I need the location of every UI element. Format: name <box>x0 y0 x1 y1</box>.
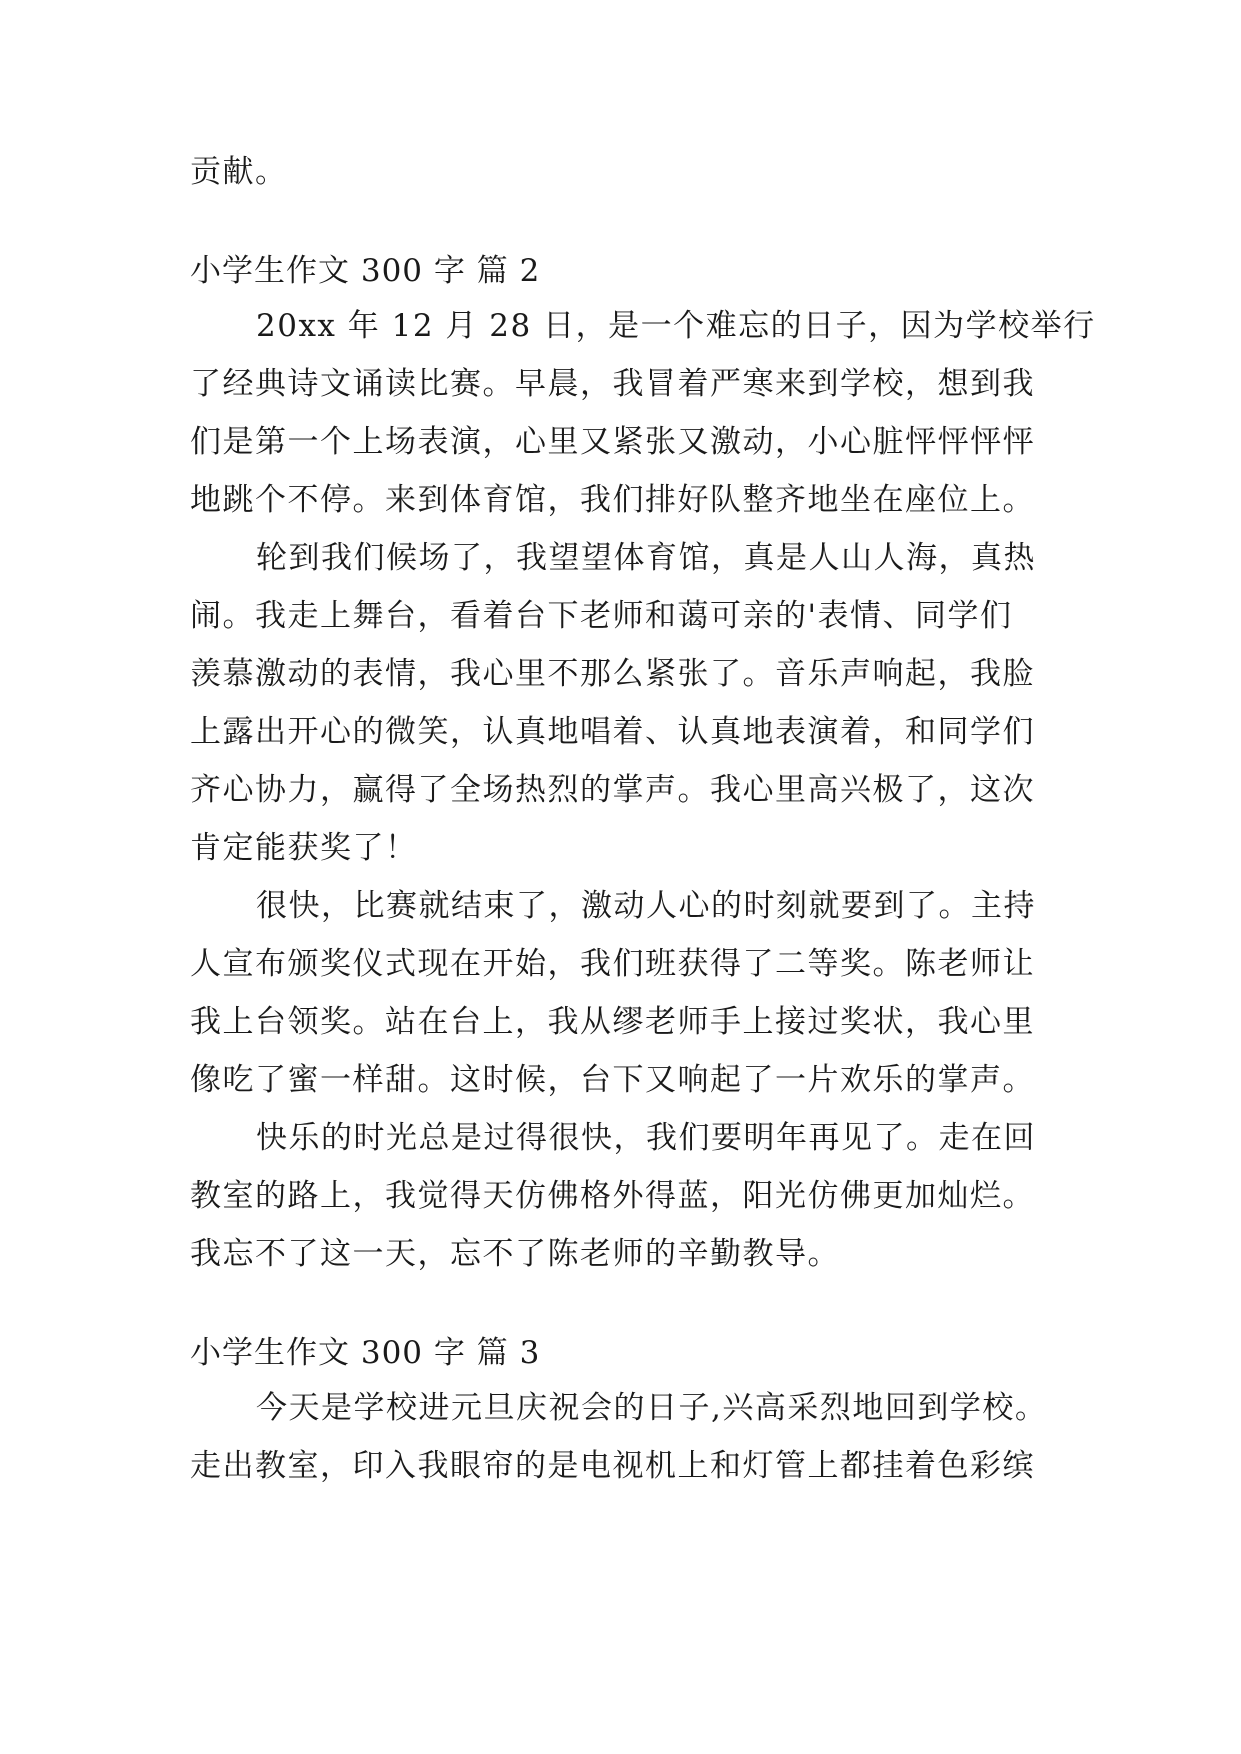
paragraph-line: 快乐的时光总是过得很快，我们要明年再见了。走在回 <box>256 1120 1036 1156</box>
paragraph-line: 人宣布颁奖仪式现在开始，我们班获得了二等奖。陈老师让 <box>190 946 1035 982</box>
paragraph-line: 上露出开心的微笑，认真地唱着、认真地表演着，和同学们 <box>190 714 1035 750</box>
section-heading: 小学生作文 300 字 篇 2 <box>190 253 541 289</box>
paragraph-line: 教室的路上，我觉得天仿佛格外得蓝，阳光仿佛更加灿烂。 <box>190 1178 1035 1214</box>
paragraph-line: 轮到我们候场了，我望望体育馆，真是人山人海，真热 <box>256 540 1036 576</box>
paragraph-line: 闹。我走上舞台，看着台下老师和蔼可亲的'表情、同学们 <box>190 598 1013 634</box>
paragraph-line: 们是第一个上场表演，心里又紧张又激动，小心脏怦怦怦怦 <box>190 424 1035 460</box>
paragraph-line: 羡慕激动的表情，我心里不那么紧张了。音乐声响起，我脸 <box>190 656 1035 692</box>
paragraph-line: 今天是学校进元旦庆祝会的日子,兴高采烈地回到学校。 <box>256 1390 1048 1426</box>
paragraph-line: 我忘不了这一天，忘不了陈老师的辛勤教导。 <box>190 1236 840 1272</box>
section-heading: 小学生作文 300 字 篇 3 <box>190 1335 541 1371</box>
text-line: 贡献。 <box>190 154 288 190</box>
paragraph-line: 肯定能获奖了！ <box>190 830 418 866</box>
paragraph-line: 像吃了蜜一样甜。这时候，台下又响起了一片欢乐的掌声。 <box>190 1062 1035 1098</box>
paragraph-line: 走出教室，印入我眼帘的是电视机上和灯管上都挂着色彩缤 <box>190 1448 1035 1484</box>
paragraph-line: 我上台领奖。站在台上，我从缪老师手上接过奖状，我心里 <box>190 1004 1035 1040</box>
paragraph-line: 了经典诗文诵读比赛。早晨，我冒着严寒来到学校，想到我 <box>190 366 1035 402</box>
paragraph-line: 很快，比赛就结束了，激动人心的时刻就要到了。主持 <box>256 888 1036 924</box>
paragraph-line: 齐心协力，赢得了全场热烈的掌声。我心里高兴极了，这次 <box>190 772 1035 808</box>
paragraph-line: 20xx 年 12 月 28 日，是一个难忘的日子，因为学校举行 <box>256 308 1096 344</box>
paragraph-line: 地跳个不停。来到体育馆，我们排好队整齐地坐在座位上。 <box>190 482 1035 518</box>
